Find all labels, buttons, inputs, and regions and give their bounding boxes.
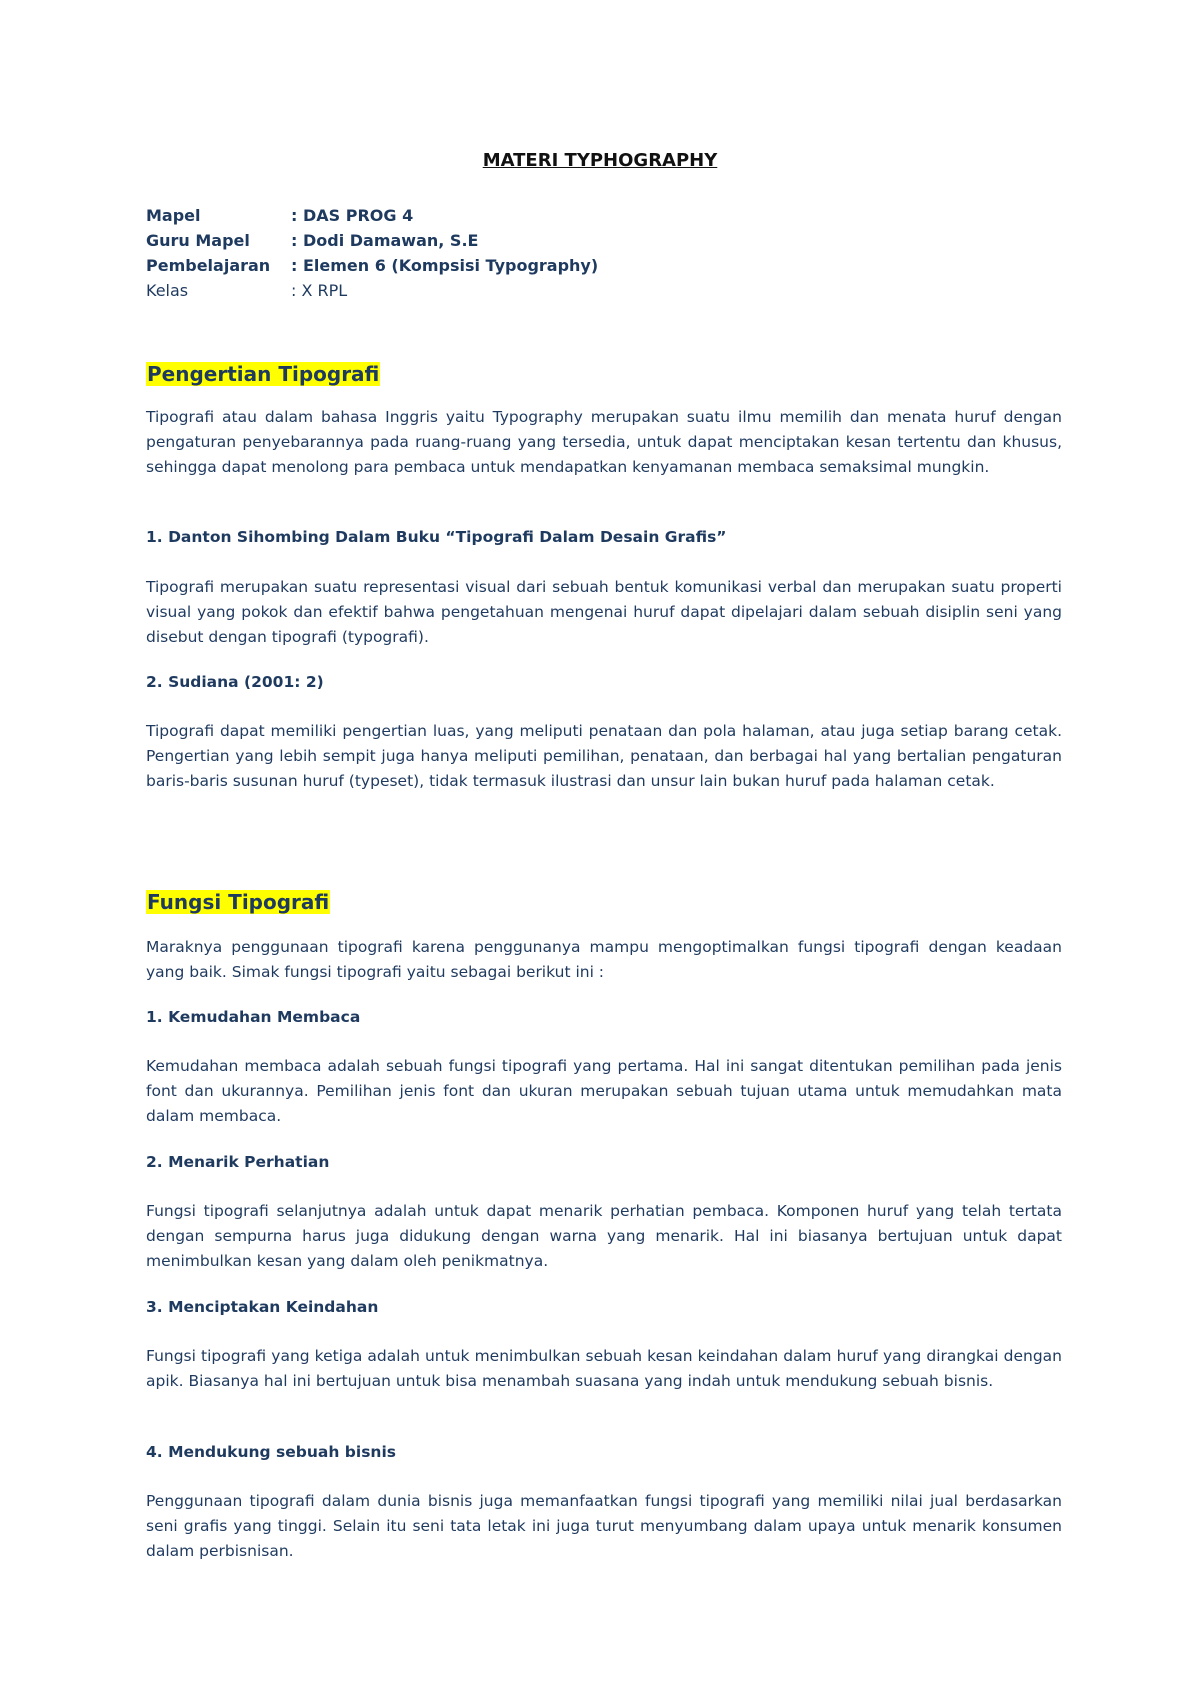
meta-row-kelas — [146, 281, 598, 306]
subheading-danton: 1. Danton Sihombing Dalam Buku “Tipografi Dalam Desain Grafis” — [146, 528, 727, 546]
meta-value: : Dodi Damawan, S.E — [291, 231, 479, 250]
meta-key: Pembelajaran — [146, 256, 271, 275]
paragraph-menarik: Fungsi tipografi selanjutnya adalah untuk dapat menarik perhatian pembaca. Komponen huruf yang telah tertata dengan sempurna harus juga didukung dengan warna yang menarik. Hal ini biasanya bertujuan untuk dapat menimbulkan kesan yang dalam oleh penikmatnya. — [146, 1202, 1062, 1270]
paragraph-danton: Tipografi merupakan suatu representasi visual dari sebuah bentuk komunikasi verbal dan merupakan suatu properti visual yang pokok dan efektif bahwa pengetahuan mengenai huruf dapat dipelajari dalam sebuah disiplin seni yang disebut dengan tipografi (typografi). — [146, 578, 1062, 646]
meta-table — [146, 206, 598, 306]
section-heading-pengertian — [146, 362, 380, 386]
meta-row-mapel — [146, 206, 598, 231]
subheading-sudiana: 2. Sudiana (2001: 2) — [146, 673, 324, 691]
section-heading-fungsi — [146, 890, 330, 914]
paragraph-keindahan: Fungsi tipografi yang ketiga adalah untuk menimbulkan sebuah kesan keindahan dalam huruf yang dirangkai dengan apik. Biasanya hal ini bertujuan untuk bisa menambah suasana yang indah untuk mendukung sebuah bisnis. — [146, 1347, 1062, 1390]
paragraph-intro-fungsi: Maraknya penggunaan tipografi karena penggunanya mampu mengoptimalkan fungsi tipografi dengan keadaan yang baik. Simak fungsi tipografi yaitu sebagai berikut ini : — [146, 938, 1062, 981]
meta-key: Guru Mapel — [146, 231, 250, 250]
document-title: MATERI TYPHOGRAPHY — [482, 150, 718, 171]
meta-key: Mapel — [146, 206, 201, 225]
subheading-menarik: 2. Menarik Perhatian — [146, 1153, 330, 1171]
meta-row-guru — [146, 231, 598, 256]
subheading-kemudahan: 1. Kemudahan Membaca — [146, 1008, 361, 1026]
highlighted-heading-text: Fungsi Tipografi — [147, 890, 330, 914]
meta-value: : Elemen 6 (Kompsisi Typography) — [291, 256, 599, 275]
highlighted-heading-text: Pengertian Tipografi — [147, 362, 380, 386]
paragraph-bisnis: Penggunaan tipografi dalam dunia bisnis juga memanfaatkan fungsi tipografi yang memiliki nilai jual berdasarkan seni grafis yang tinggi. Selain itu seni tata letak ini juga turut menyumbang dalam upaya untuk menarik konsumen dalam perbisnisan. — [146, 1492, 1062, 1560]
subheading-keindahan: 3. Menciptakan Keindahan — [146, 1298, 379, 1316]
meta-value: : X RPL — [291, 281, 348, 300]
meta-key: Kelas — [146, 281, 189, 300]
subheading-bisnis: 4. Mendukung sebuah bisnis — [146, 1443, 397, 1461]
paragraph-intro-pengertian: Tipografi atau dalam bahasa Inggris yaitu Typography merupakan suatu ilmu memilih dan menata huruf dengan pengaturan penyebarannya pada ruang-ruang yang tersedia, untuk dapat menciptakan kesan tertentu dan khusus, sehingga dapat menolong para pembaca untuk mendapatkan kenyamanan membaca semaksimal mungkin. — [146, 408, 1062, 476]
meta-row-pembelajaran — [146, 256, 598, 281]
paragraph-sudiana: Tipografi dapat memiliki pengertian luas, yang meliputi penataan dan pola halaman, atau juga setiap barang cetak. Pengertian yang lebih sempit juga hanya meliputi pemilihan, penataan, dan berbagai hal yang bertalian pengaturan baris-baris susunan huruf (typeset), tidak termasuk ilustrasi dan unsur lain bukan huruf pada halaman cetak. — [146, 722, 1062, 790]
paragraph-kemudahan: Kemudahan membaca adalah sebuah fungsi tipografi yang pertama. Hal ini sangat ditentukan pemilihan pada jenis font dan ukurannya. Pemilihan jenis font dan ukuran merupakan sebuah tujuan utama untuk memudahkan mata dalam membaca. — [146, 1057, 1062, 1125]
meta-value: : DAS PROG 4 — [291, 206, 414, 225]
